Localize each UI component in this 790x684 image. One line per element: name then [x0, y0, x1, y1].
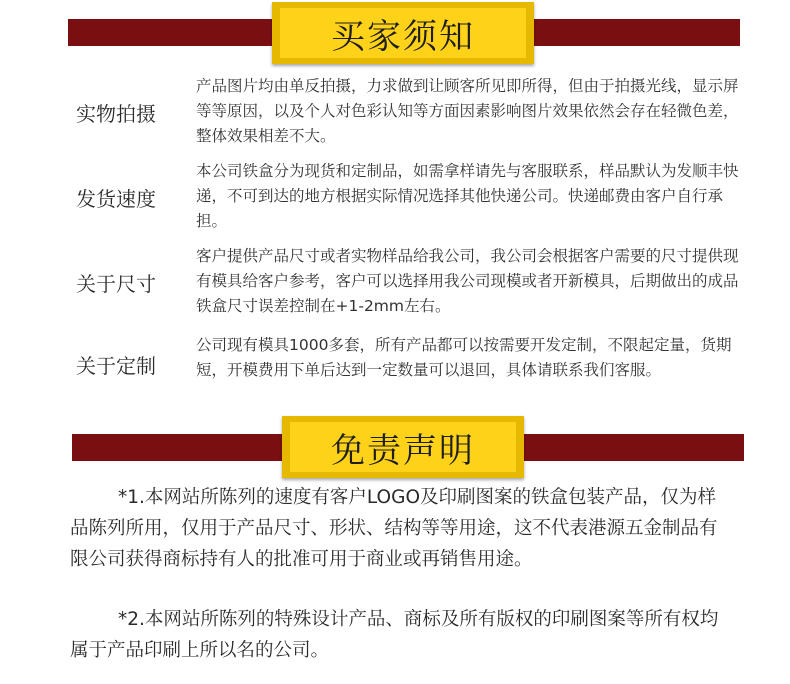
row-text: 本公司铁盒分为现货和定制品，如需拿样请先与客服联系，样品默认为发顺丰快递，不可到达的地方根据实际情况选择其他快递公司。快递邮费由客户自行承担。 — [196, 162, 739, 230]
banner-plate — [282, 416, 524, 478]
section-title: 买家须知 — [331, 16, 475, 57]
banner-band-left — [72, 434, 312, 461]
disclaimer-paragraph-2: *2.本网站所陈列的特殊设计产品、商标及所有版权的印刷图案等所有权均属于产品印刷上所以名的公司。 — [70, 609, 719, 661]
banner-band-left — [68, 19, 298, 46]
row-text: 产品图片均由单反拍摄，力求做到让顾客所见即所得，但由于拍摄光线，显示屏等等原因，以及个人对色彩认知等方面因素影响图片效果依然会存在轻微色差，整体效果相差不大。 — [196, 77, 739, 145]
row-label: 关于尺寸 — [76, 272, 156, 296]
row-label: 关于定制 — [76, 354, 156, 378]
row-label: 发货速度 — [76, 187, 156, 211]
banner-plate — [272, 2, 534, 64]
section-title: 免责声明 — [331, 430, 475, 471]
row-text: 公司现有模具1000多套，所有产品都可以按需要开发定制，不限起定量，货期短，开模费用下单后达到一定数量可以退回，具体请联系我们客服。 — [196, 336, 732, 379]
row-text: 客户提供产品尺寸或者实物样品给我公司，我公司会根据客户需要的尺寸提供现有模具给客户参考，客户可以选择用我公司现模或者开新模具，后期做出的成品铁盒尺寸误差控制在+1-2mm左右。 — [196, 247, 739, 315]
row-label: 实物拍摄 — [76, 102, 156, 126]
banner-band-right — [508, 19, 740, 46]
disclaimer-paragraph-1: *1.本网站所陈列的速度有客户LOGO及印刷图案的铁盒包装产品，仅为样品陈列所用，仅用于产品尺寸、形状、结构等等用途，这不代表港源五金制品有限公司获得商标持有人的批准可用于商业或再销售用途。 — [70, 487, 718, 570]
notice-banner — [0, 2, 790, 64]
banner-band-right — [500, 434, 744, 461]
disclaimer-banner — [0, 416, 790, 478]
